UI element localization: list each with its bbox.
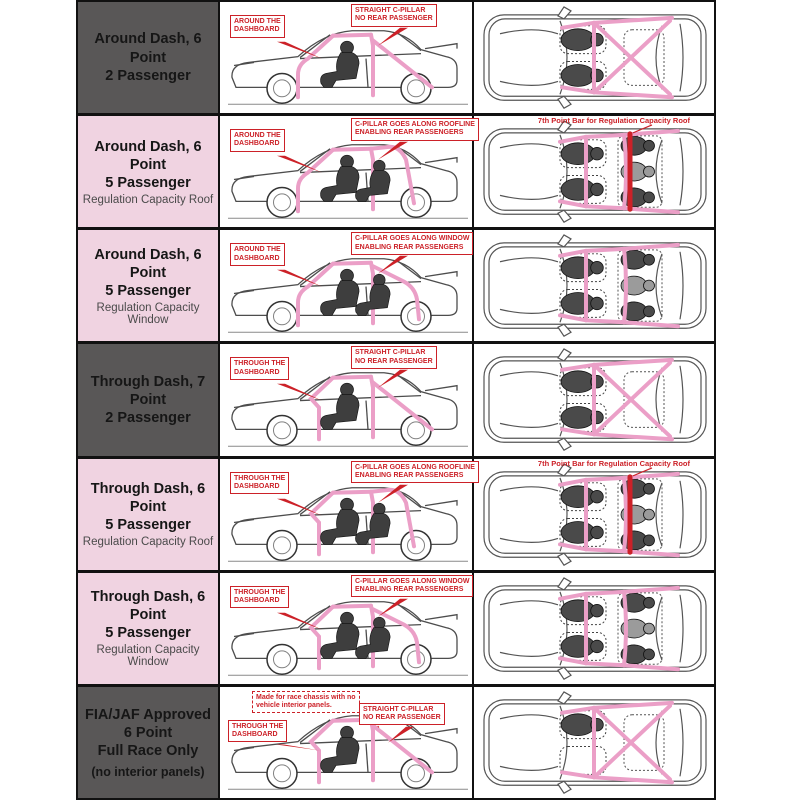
config-label bbox=[78, 230, 220, 341]
table-row bbox=[78, 344, 714, 458]
c-pillar-annotation bbox=[351, 575, 473, 598]
dashboard-annotation bbox=[230, 129, 285, 152]
config-title-line2: 2 Passenger bbox=[105, 410, 191, 427]
annotation-text: THROUGH THE bbox=[234, 360, 286, 368]
config-label bbox=[78, 459, 220, 570]
annotation-text: Made for race chassis with no bbox=[256, 693, 356, 701]
annotation-text: C-PILLAR GOES ALONG ROOFLINE bbox=[355, 463, 475, 471]
annotation-text: STRAIGHT C-PILLAR bbox=[355, 7, 426, 14]
annotation-text: DASHBOARD bbox=[234, 596, 280, 604]
config-title-line1: Around Dash, 6 Point bbox=[94, 138, 202, 173]
top-view-panel bbox=[474, 2, 714, 113]
annotation-text: DASHBOARD bbox=[234, 368, 280, 376]
annotation-text: vehicle interior panels. bbox=[256, 702, 332, 710]
c-pillar-annotation bbox=[351, 461, 479, 484]
race-chassis-annotation bbox=[252, 691, 360, 714]
config-title-line1: Around Dash, 6 Point bbox=[94, 31, 202, 66]
side-view-panel bbox=[220, 687, 474, 798]
annotation-text: DASHBOARD bbox=[232, 731, 278, 739]
config-title-line2: 2 Passenger bbox=[105, 67, 191, 84]
car-top-illustration bbox=[474, 459, 714, 570]
c-pillar-annotation bbox=[351, 232, 473, 255]
car-top-illustration bbox=[474, 573, 714, 684]
annotation-text: ENABLING REAR PASSENGERS bbox=[355, 585, 464, 593]
side-view-panel bbox=[220, 573, 474, 684]
annotation-text: THROUGH THE bbox=[234, 474, 286, 482]
c-pillar-annotation bbox=[351, 346, 437, 369]
car-top-illustration bbox=[474, 2, 714, 113]
annotation-text: ENABLING REAR PASSENGERS bbox=[355, 129, 464, 137]
table-row bbox=[78, 2, 714, 116]
annotation-text: AROUND THE bbox=[234, 246, 281, 254]
top-view-panel bbox=[474, 687, 714, 798]
table-row bbox=[78, 573, 714, 687]
annotation-text: C-PILLAR GOES ALONG WINDOW bbox=[355, 235, 470, 243]
car-top-illustration bbox=[474, 687, 714, 798]
annotation-text: ENABLING REAR PASSENGERS bbox=[355, 471, 464, 479]
annotation-text: AROUND THE bbox=[234, 18, 281, 25]
annotation-text: STRAIGHT C-PILLAR bbox=[355, 349, 426, 357]
config-title-line3: Full Race Only bbox=[97, 742, 199, 759]
annotation-text: NO REAR PASSENGER bbox=[355, 15, 433, 23]
top-view-panel bbox=[474, 344, 714, 455]
annotation-text: DASHBOARD bbox=[234, 26, 280, 34]
config-subtitle: Regulation Capacity Window bbox=[96, 302, 200, 327]
side-view-panel bbox=[220, 344, 474, 455]
config-label bbox=[78, 573, 220, 684]
dashboard-annotation bbox=[230, 586, 289, 609]
table-row bbox=[78, 459, 714, 573]
dashboard-annotation bbox=[228, 720, 287, 743]
annotation-text: NO REAR PASSENGER bbox=[355, 357, 433, 365]
config-title-line1: Through Dash, 6 Point bbox=[90, 480, 206, 516]
config-title-line2: 6 Point bbox=[123, 724, 173, 741]
annotation-text: NO REAR PASSENGER bbox=[363, 714, 441, 722]
side-view-panel bbox=[220, 116, 474, 227]
car-top-illustration bbox=[474, 344, 714, 455]
side-view-panel bbox=[220, 230, 474, 341]
top-view-panel bbox=[474, 573, 714, 684]
annotation-text: THROUGH THE bbox=[234, 588, 286, 596]
c-pillar-annotation bbox=[351, 4, 437, 27]
table-row bbox=[78, 687, 714, 798]
annotation-text: DASHBOARD bbox=[234, 254, 280, 262]
config-title-line2: 5 Passenger bbox=[105, 625, 191, 642]
config-title-line2: 5 Passenger bbox=[105, 282, 191, 299]
car-top-illustration bbox=[474, 116, 714, 227]
side-view-panel bbox=[220, 2, 474, 113]
annotation-text: DASHBOARD bbox=[234, 140, 280, 148]
config-title-line1: Around Dash, 6 Point bbox=[94, 246, 202, 281]
dashboard-annotation bbox=[230, 472, 289, 495]
c-pillar-annotation bbox=[351, 118, 479, 141]
table-row bbox=[78, 116, 714, 230]
dashboard-annotation bbox=[230, 243, 285, 266]
config-subtitle: Regulation Capacity Roof bbox=[82, 536, 214, 549]
annotation-text: ENABLING REAR PASSENGERS bbox=[355, 243, 464, 251]
top-view-panel bbox=[474, 459, 714, 570]
config-subtitle: Regulation Capacity Roof bbox=[82, 193, 214, 206]
config-title-line1: FIA/JAF Approved bbox=[85, 706, 211, 723]
table-row bbox=[78, 230, 714, 344]
config-label bbox=[78, 687, 220, 798]
dashboard-annotation bbox=[230, 15, 285, 38]
annotation-text: C-PILLAR GOES ALONG ROOFLINE bbox=[355, 121, 475, 129]
config-title-line2: 5 Passenger bbox=[105, 174, 191, 191]
config-title-line1: Through Dash, 6 Point bbox=[90, 589, 206, 624]
config-label bbox=[78, 344, 220, 455]
rollcage-configuration-chart bbox=[76, 0, 716, 800]
c-pillar-annotation bbox=[359, 703, 445, 726]
config-title-line1: Through Dash, 7 Point bbox=[90, 373, 206, 408]
config-subtitle: Regulation Capacity Window bbox=[96, 644, 200, 669]
dashboard-annotation bbox=[230, 357, 289, 380]
config-label bbox=[78, 2, 220, 113]
seventh-point-bar-note: 7th Point Bar for Regulation Capacity Roof bbox=[537, 458, 690, 468]
config-subtitle: (no interior panels) bbox=[91, 765, 205, 780]
annotation-text: STRAIGHT C-PILLAR bbox=[363, 705, 434, 713]
annotation-text: DASHBOARD bbox=[234, 482, 280, 490]
top-view-panel bbox=[474, 116, 714, 227]
side-view-panel bbox=[220, 459, 474, 570]
annotation-text: THROUGH THE bbox=[232, 722, 284, 730]
config-label bbox=[78, 116, 220, 227]
config-title-line2: 5 Passenger bbox=[105, 517, 191, 534]
seventh-point-bar-note: 7th Point Bar for Regulation Capacity Roof bbox=[537, 116, 690, 126]
car-top-illustration bbox=[474, 230, 714, 341]
annotation-text: C-PILLAR GOES ALONG WINDOW bbox=[355, 577, 470, 585]
annotation-text: AROUND THE bbox=[234, 132, 281, 140]
top-view-panel bbox=[474, 230, 714, 341]
